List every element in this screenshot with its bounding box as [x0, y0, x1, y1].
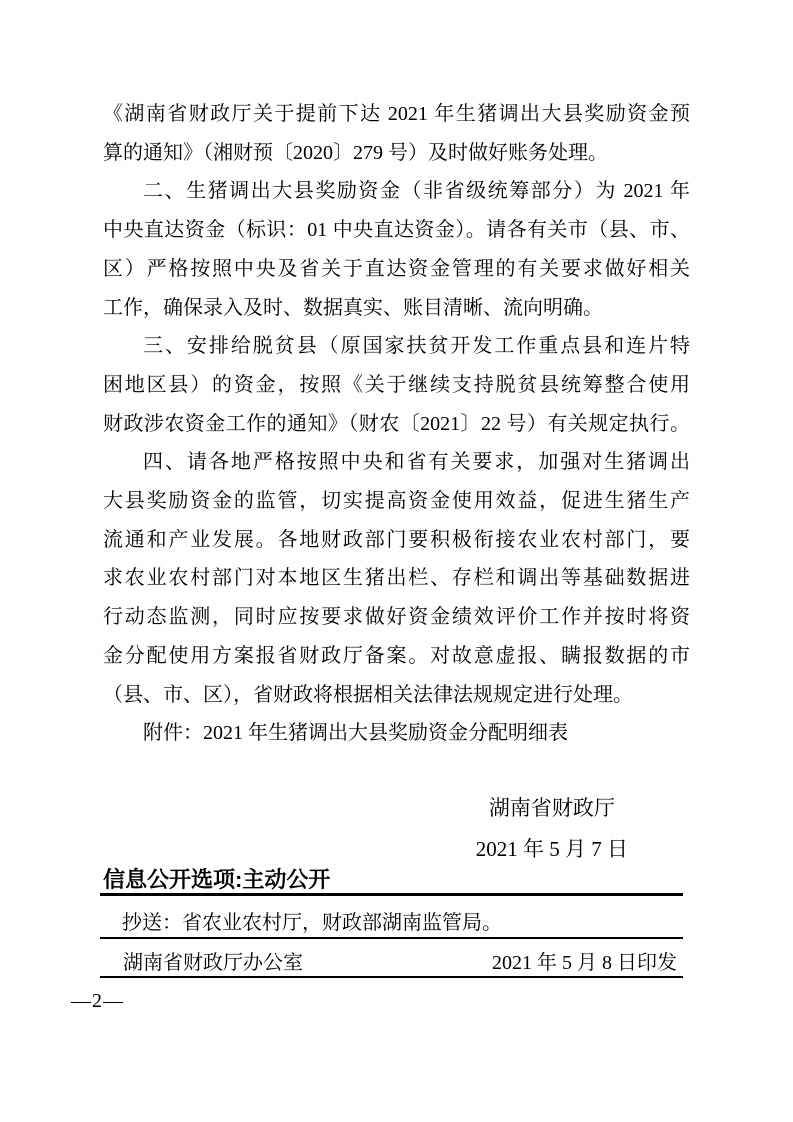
- signature-date: 2021 年 5 月 7 日: [475, 837, 628, 861]
- body-line: 求农业农村部门对本地区生猪出栏、存栏和调出等基础数据进: [103, 567, 690, 590]
- body-line: 金分配使用方案报省财政厅备案。对故意虚报、瞒报数据的市: [103, 644, 690, 667]
- divider: [100, 976, 683, 978]
- print-date: 2021 年 5 月 8 日印发: [492, 952, 677, 974]
- body-line: 流通和产业发展。各地财政部门要积极衔接农业农村部门，要: [103, 528, 690, 551]
- body-line: 困地区县）的资金，按照《关于继续支持脱贫县统筹整合使用: [103, 373, 690, 396]
- body-line: 二、生猪调出大县奖励资金（非省级统筹部分）为 2021 年: [143, 180, 690, 203]
- body-line: 中央直达资金（标识：01 中央直达资金）。请各有关市（县、市、: [103, 219, 690, 242]
- body-line: 算的通知》（湘财预〔2020〕279 号）及时做好账务处理。: [103, 141, 608, 164]
- disclosure-option-label: 信息公开选项:主动公开: [103, 867, 331, 892]
- body-line: 区）严格按照中央及省关于直达资金管理的有关要求做好相关: [103, 257, 690, 280]
- signature-org: 湖南省财政厅: [488, 796, 615, 820]
- body-line: 大县奖励资金的监管，切实提高资金使用效益，促进生猪生产: [103, 490, 690, 513]
- body-line: 四、请各地严格按照中央和省有关要求，加强对生猪调出: [143, 451, 690, 474]
- body-line: （县、市、区），省财政将根据相关法律法规规定进行处理。: [103, 683, 633, 706]
- issuer-office: 湖南省财政厅办公室: [123, 952, 303, 974]
- divider: [100, 937, 683, 939]
- body-line: 《湖南省财政厅关于提前下达 2021 年生猪调出大县奖励资金预: [103, 103, 690, 125]
- body-line: 行动态监测，同时应按要求做好资金绩效评价工作并按时将资: [103, 606, 690, 629]
- attachment-line: 附件：2021 年生猪调出大县奖励资金分配明细表: [143, 722, 568, 745]
- issuer-row: [103, 946, 681, 975]
- cc-line: 抄送：省农业农村厅，财政部湖南监管局。: [122, 912, 502, 934]
- page-number: —2—: [71, 990, 124, 1012]
- body-line: 工作，确保录入及时、数据真实、账目清晰、流向明确。: [103, 296, 603, 319]
- thick-divider: [100, 893, 683, 896]
- body-text: [103, 95, 690, 753]
- body-line: 财政涉农资金工作的通知》（财农〔2021〕22 号）有关规定执行。: [103, 412, 690, 435]
- body-line: 三、安排给脱贫县（原国家扶贫开发工作重点县和连片特: [143, 335, 690, 358]
- signature-block: [476, 788, 628, 870]
